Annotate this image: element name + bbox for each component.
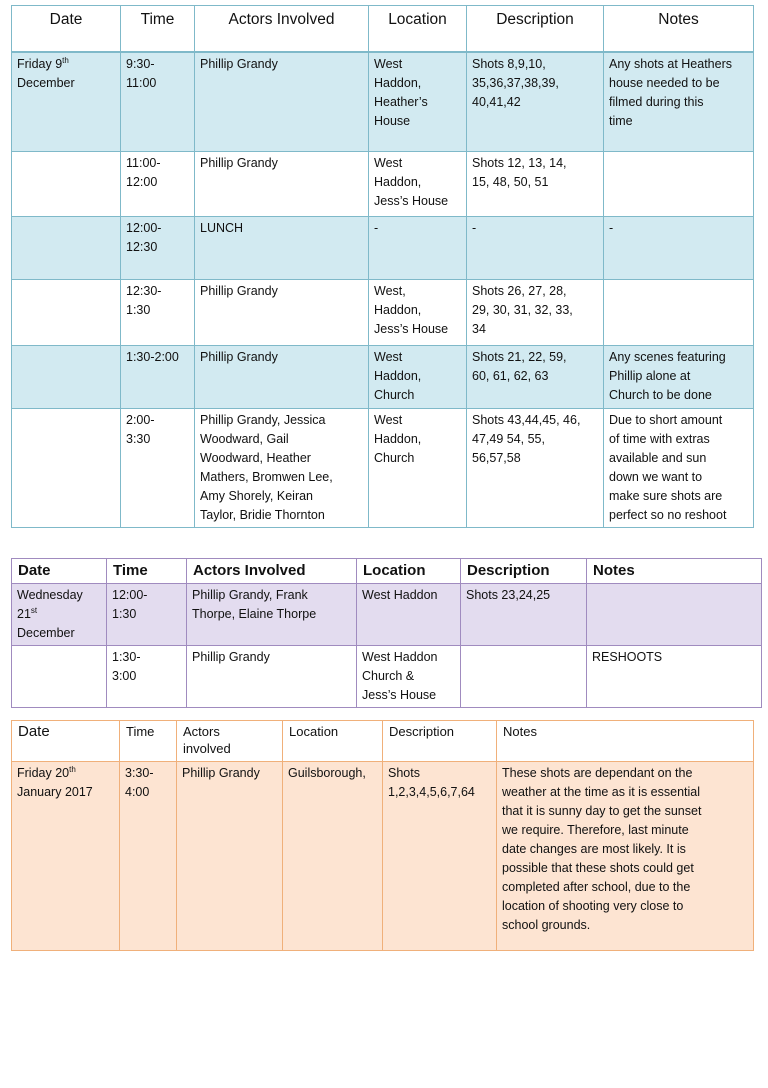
cell-time: 1:30-2:00 [121, 345, 195, 408]
cell-time: 1:30- 3:00 [107, 646, 187, 708]
cell-actors: Phillip Grandy, Frank Thorpe, Elaine Thorpe [187, 584, 357, 646]
header-notes: Notes [587, 559, 762, 584]
header-description: Description [467, 6, 604, 53]
cell-notes: Any shots at Heathers house needed to be filmed during this time [604, 52, 754, 151]
table-row [12, 646, 762, 708]
cell-time: 12:00- 12:30 [121, 216, 195, 279]
header-description: Description [383, 721, 497, 762]
table-row [12, 151, 754, 216]
cell-location: West, Haddon, Jess’s House [369, 279, 467, 345]
schedule-table-january-20 [11, 720, 754, 951]
cell-date [12, 646, 107, 708]
table-row [12, 216, 754, 279]
cell-description: Shots 1,2,3,4,5,6,7,64 [383, 762, 497, 951]
header-location: Location [283, 721, 383, 762]
cell-time: 3:30- 4:00 [120, 762, 177, 951]
table-header-row [12, 6, 754, 53]
cell-location: West Haddon, Jess’s House [369, 151, 467, 216]
header-date: Date [12, 559, 107, 584]
cell-location: West Haddon, Heather’s House [369, 52, 467, 151]
cell-location: West Haddon Church & Jess’s House [357, 646, 461, 708]
cell-description: Shots 26, 27, 28, 29, 30, 31, 32, 33, 34 [467, 279, 604, 345]
header-date: Date [12, 6, 121, 53]
header-actors: Actors Involved [187, 559, 357, 584]
table-row [12, 584, 762, 646]
cell-notes: - [604, 216, 754, 279]
cell-notes: RESHOOTS [587, 646, 762, 708]
cell-actors: Phillip Grandy [195, 52, 369, 151]
cell-location: West Haddon, Church [369, 408, 467, 527]
cell-notes [604, 279, 754, 345]
cell-description: - [467, 216, 604, 279]
cell-notes: Any scenes featuring Phillip alone at Church to be done [604, 345, 754, 408]
schedule-table-december-9 [11, 5, 754, 528]
table-row [12, 279, 754, 345]
cell-actors: Phillip Grandy, Jessica Woodward, Gail Woodward, Heather Mathers, Bromwen Lee, Amy Shorely, Keiran Taylor, Bridie Thornton [195, 408, 369, 527]
table-row [12, 345, 754, 408]
cell-date: Wednesday 21st December [12, 584, 107, 646]
cell-notes [604, 151, 754, 216]
cell-date [12, 279, 121, 345]
cell-time: 12:30- 1:30 [121, 279, 195, 345]
table-header-row [12, 559, 762, 584]
cell-date: Friday 9th December [12, 52, 121, 151]
header-description: Description [461, 559, 587, 584]
table-row [12, 762, 754, 951]
table-row [12, 408, 754, 527]
header-notes: Notes [604, 6, 754, 53]
cell-actors: Phillip Grandy [177, 762, 283, 951]
cell-time: 9:30- 11:00 [121, 52, 195, 151]
cell-location: West Haddon [357, 584, 461, 646]
cell-location: West Haddon, Church [369, 345, 467, 408]
cell-description: Shots 12, 13, 14, 15, 48, 50, 51 [467, 151, 604, 216]
cell-description: Shots 21, 22, 59, 60, 61, 62, 63 [467, 345, 604, 408]
cell-date [12, 345, 121, 408]
cell-location: - [369, 216, 467, 279]
cell-notes: These shots are dependant on the weather at the time as it is essential that it is sunny day to get the sunset we require. Therefore, last minute date changes are most likely. It is possible that these shots could get completed after school, due to the location of shooting very close to school grounds. [497, 762, 754, 951]
cell-description: Shots 23,24,25 [461, 584, 587, 646]
cell-location: Guilsborough, [283, 762, 383, 951]
cell-actors: Phillip Grandy [195, 151, 369, 216]
cell-time: 2:00- 3:30 [121, 408, 195, 527]
cell-actors: Phillip Grandy [195, 279, 369, 345]
cell-description: Shots 8,9,10, 35,36,37,38,39, 40,41,42 [467, 52, 604, 151]
table-header-row [12, 721, 754, 762]
cell-date [12, 408, 121, 527]
schedule-table-december-21 [11, 558, 762, 708]
cell-notes [587, 584, 762, 646]
header-notes: Notes [497, 721, 754, 762]
cell-description: Shots 43,44,45, 46, 47,49 54, 55, 56,57,58 [467, 408, 604, 527]
cell-notes: Due to short amount of time with extras available and sun down we want to make sure shots are perfect so no reshoot [604, 408, 754, 527]
table-row [12, 52, 754, 151]
cell-actors: Phillip Grandy [187, 646, 357, 708]
header-date: Date [12, 721, 120, 762]
cell-actors: LUNCH [195, 216, 369, 279]
header-time: Time [121, 6, 195, 53]
header-actors: Actors involved [177, 721, 283, 762]
header-time: Time [120, 721, 177, 762]
cell-date [12, 151, 121, 216]
cell-description [461, 646, 587, 708]
cell-time: 12:00- 1:30 [107, 584, 187, 646]
header-time: Time [107, 559, 187, 584]
cell-actors: Phillip Grandy [195, 345, 369, 408]
cell-date: Friday 20th January 2017 [12, 762, 120, 951]
cell-date [12, 216, 121, 279]
header-location: Location [369, 6, 467, 53]
header-actors: Actors Involved [195, 6, 369, 53]
header-location: Location [357, 559, 461, 584]
cell-time: 11:00- 12:00 [121, 151, 195, 216]
